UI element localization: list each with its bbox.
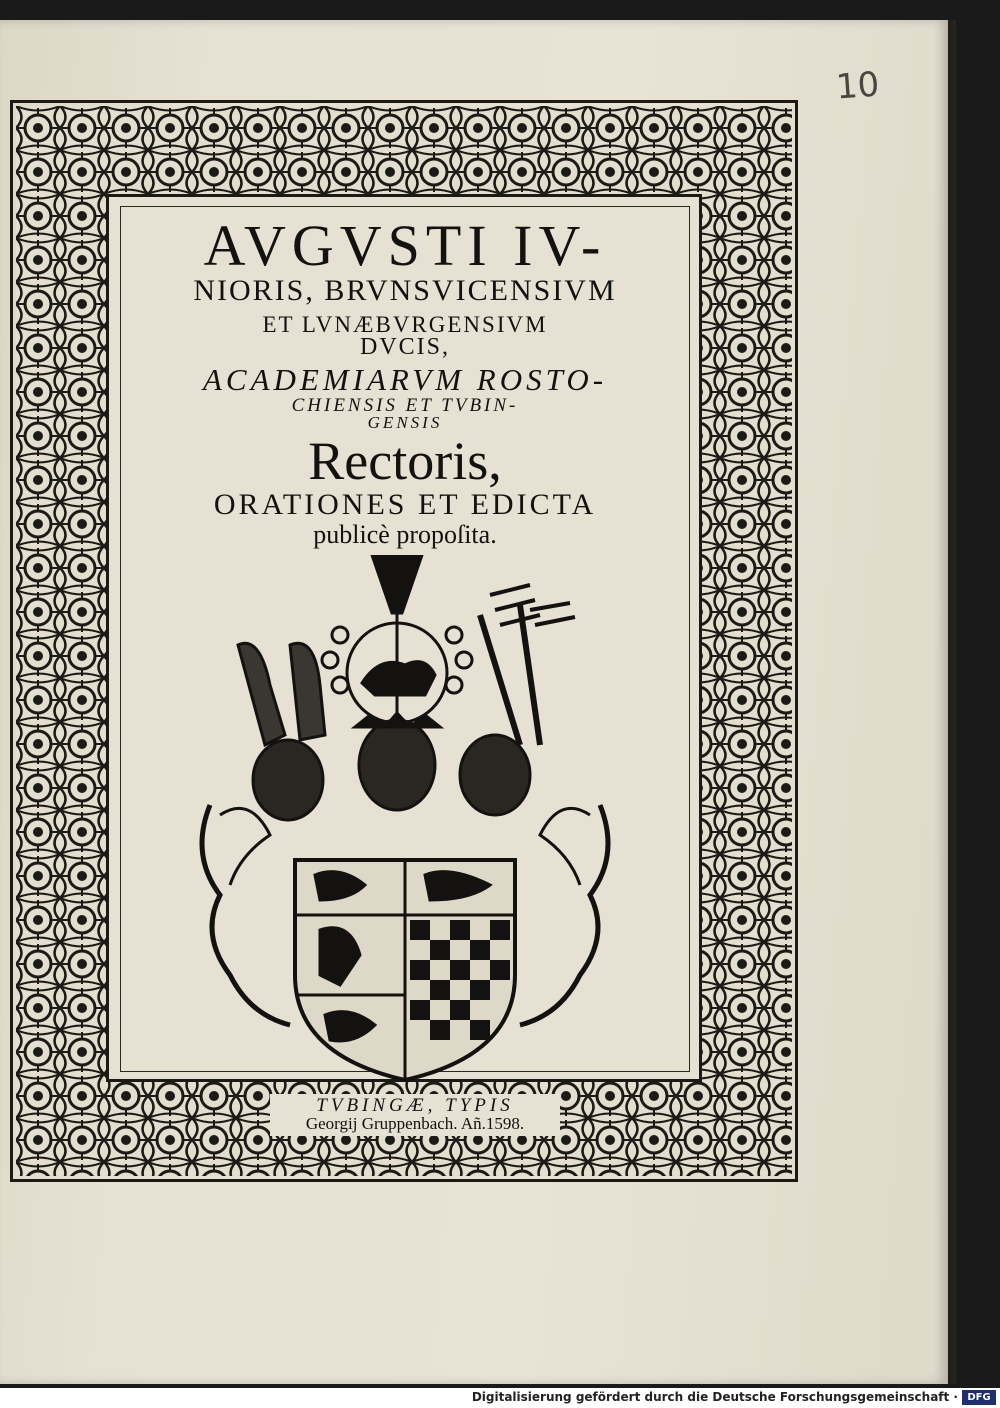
title-line-9: ORATIONES ET EDICTA xyxy=(213,488,597,521)
funding-credit: Digitalisierung gefördert durch die Deutsche Forschungsgemeinschaft · xyxy=(471,1390,958,1404)
title-line-5: ACADEMIARVM ROSTO- xyxy=(202,362,608,397)
title-line-10: publicè propoſita. xyxy=(313,520,497,549)
title-line-2: NIORIS, BRVNSVICENSIVM xyxy=(193,274,617,307)
imprint-line-1: TVBINGÆ, TYPIS xyxy=(316,1095,514,1116)
folio-number: 10 xyxy=(834,64,881,108)
title-line-3: ET LVNÆBVRGENSIVM xyxy=(262,312,548,337)
title-line-1: AVGVSTI IV- xyxy=(203,213,607,278)
title-line-6: CHIENSIS ET TVBIN- xyxy=(291,395,519,416)
imprint-line-2: Georgij Gruppenbach. Añ.1598. xyxy=(305,1114,525,1133)
title-line-rectoris: Rectoris, xyxy=(308,431,502,491)
title-line-4: DVCIS, xyxy=(359,334,450,360)
title-line-7: GENSIS xyxy=(367,413,443,432)
dfg-logo: DFG xyxy=(962,1390,996,1405)
page-edge-shadow xyxy=(946,20,956,1384)
coat-of-arms-woodcut xyxy=(190,555,620,1085)
